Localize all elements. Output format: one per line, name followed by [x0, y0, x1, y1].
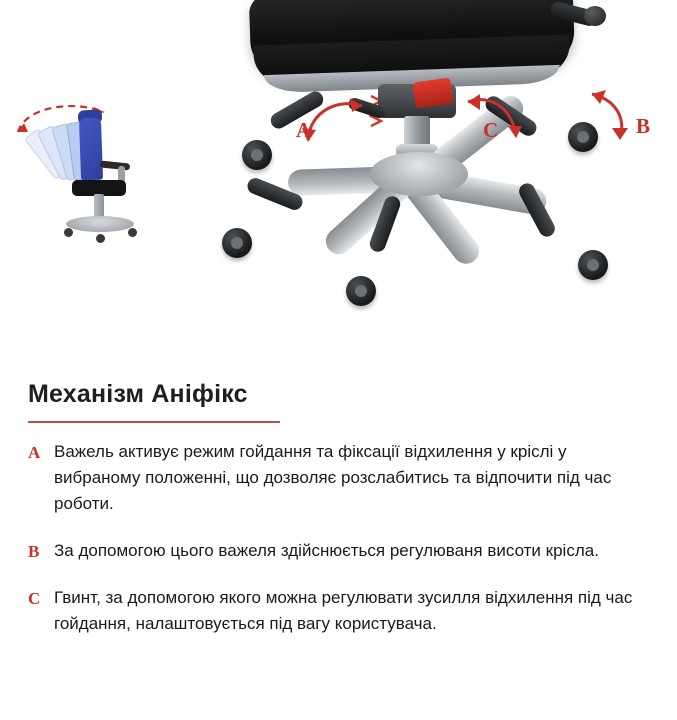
height-adjust-lever-knob: [584, 6, 606, 26]
chair-illustration: [0, 0, 677, 352]
item-text-b: За допомогою цього важеля здійснюється регулюваня висоти крісла.: [54, 541, 599, 560]
item-letter-a: A: [28, 443, 41, 462]
item-letter-c: C: [28, 589, 41, 608]
item-letter-b: B: [28, 542, 40, 561]
main-chair-illustration: [228, 0, 658, 352]
article-content: [0, 352, 677, 658]
item-text-a: Важель активує режим гойдання та фіксації відхилення у кріслі у вибраному положенні, що дозволяє розслабитись та відпочити під час роботи.: [54, 442, 612, 513]
caster-wheel: [242, 140, 272, 170]
tilt-tension-screw: [412, 77, 453, 108]
list-item: [28, 538, 653, 564]
caster-wheel: [346, 276, 376, 306]
mini-caster: [64, 228, 73, 237]
marker-c-label: C: [483, 118, 499, 142]
list-item: [28, 439, 653, 517]
arrow-b-icon: [586, 88, 638, 146]
caster-wheel: [222, 228, 252, 258]
caster-wheel: [578, 250, 608, 280]
item-text-c: Гвинт, за допомогою якого можна регулювати зусилля відхилення під час гойдання, налаштовується під вагу користувача.: [54, 588, 633, 633]
title-divider: [28, 421, 280, 423]
mini-armrest: [100, 160, 131, 170]
marker-b-label: B: [636, 114, 651, 138]
list-item: [28, 585, 653, 637]
side-view-chair-illustration: [14, 92, 189, 267]
base-hub: [370, 152, 468, 196]
mini-caster: [96, 234, 105, 243]
mini-base: [66, 216, 134, 232]
marker-a-label: A: [296, 118, 312, 142]
mini-backrest: [79, 118, 103, 181]
mini-caster: [128, 228, 137, 237]
page-title: Механізм Аніфікс: [28, 380, 248, 408]
